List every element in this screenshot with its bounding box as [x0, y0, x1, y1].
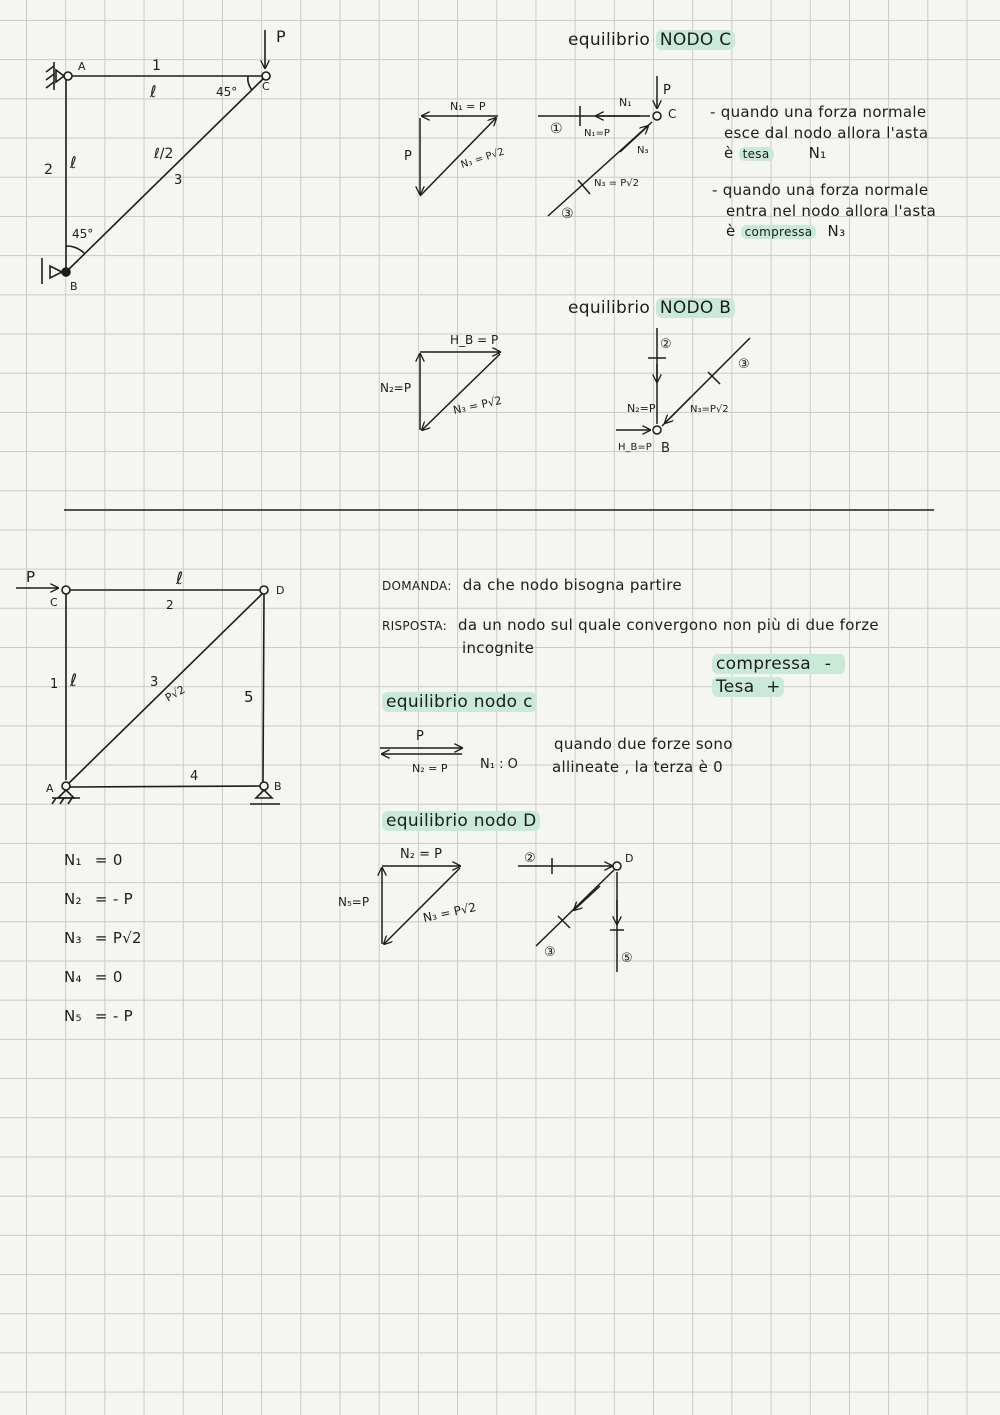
question-text: da che nodo bisogna partire [462, 576, 682, 594]
fbd-c-n3-eq: N₃ = P√2 [594, 178, 639, 189]
truss2-hinge-b [260, 782, 268, 790]
fbd-c-bar3-label: ③ [561, 206, 574, 222]
truss2-hinge-a [62, 782, 70, 790]
truss1-bar-3 [66, 78, 264, 272]
fbd-d-bar3 [536, 870, 614, 946]
note-compressa-symbol: N₃ [827, 222, 846, 240]
node-b-free-body [616, 328, 750, 434]
result-row [64, 928, 142, 948]
node-d-title-text: equilibrio nodo D [382, 811, 540, 831]
node-d-title [382, 811, 540, 831]
fbd-c-p-label: P [663, 83, 671, 98]
truss2-bar-5 [263, 594, 264, 782]
fbd-c-bar1-label: ① [550, 121, 563, 137]
legend-tesa [712, 677, 781, 697]
node-c2-n2-label: N₂ = P [412, 762, 448, 775]
truss1-bar2-id: 2 [44, 162, 53, 178]
truss2-hinge-d [260, 586, 268, 594]
truss1-bar3-id: 3 [174, 173, 183, 188]
truss1-node-b-label: B [70, 280, 78, 293]
node-c2-title-text: equilibrio nodo c [382, 692, 537, 712]
node-c-title-prefix: equilibrio [568, 30, 651, 50]
poly-b-n2-label: N₂=P [380, 381, 412, 395]
truss2-bar-3 [68, 594, 262, 784]
note-compressa-highlight: compressa [741, 225, 817, 239]
legend-compressa-sign: - [824, 654, 832, 674]
fbd-d-n3-arrow [574, 886, 600, 910]
truss2-support-a [58, 790, 74, 798]
results-list [64, 850, 142, 1045]
hatch-line [46, 74, 54, 80]
truss2-bar2-id: 2 [166, 598, 174, 612]
hatch-line [46, 82, 54, 88]
node-c2-n1-label: N₁ : O [480, 757, 518, 772]
question-label: DOMANDA: [382, 579, 452, 593]
result-label: N₂ [64, 890, 82, 908]
result-label: N₄ [64, 968, 82, 986]
node-c-title-highlight: NODO C [656, 30, 736, 50]
answer-line [382, 615, 879, 636]
result-value: = 0 [94, 851, 123, 869]
result-value: = - P [94, 1007, 133, 1025]
poly-b-n3-arrow [422, 354, 500, 430]
node-c-title [568, 30, 735, 50]
note-compressa-prefix: è [726, 222, 736, 240]
truss2-bar3-label: P√2 [163, 683, 188, 705]
truss2-load-label: P [26, 568, 36, 586]
fbd-b-bar2-label: ② [660, 337, 672, 352]
fbd-b-node-label: B [661, 441, 670, 456]
result-label: N₃ [64, 929, 82, 947]
poly-c-n3-label: N₃ = P√2 [459, 146, 506, 171]
truss1-bar1-length: ℓ [150, 82, 157, 101]
hatch-line [68, 798, 72, 804]
truss1-load-label: P [276, 27, 286, 46]
node-c2-forces [380, 748, 462, 754]
fbd-b-node [653, 426, 661, 434]
result-value: = P√2 [94, 929, 142, 947]
truss2-node-d-label: D [276, 584, 285, 597]
result-label: N₅ [64, 1007, 82, 1025]
note-tesa-line1: - quando una forza normale [710, 103, 927, 121]
truss2-bar2-length: ℓ [176, 569, 184, 589]
hatch-line [60, 798, 64, 804]
note-compressa-line2: entra nel nodo allora l'asta [726, 202, 937, 220]
poly-d-n5-label: N₅=P [338, 895, 370, 909]
answer-label: RISPOSTA: [382, 619, 447, 633]
hatch-line [46, 66, 54, 72]
fbd-d-bar3-label: ③ [544, 945, 556, 960]
answer-text-line2: incognite [462, 639, 535, 657]
poly-d-n2-label: N₂ = P [400, 847, 442, 862]
result-value: = 0 [94, 968, 123, 986]
node-b-title-prefix: equilibrio [568, 298, 651, 318]
legend-tesa-label: Tesa [712, 677, 784, 697]
note-tesa-line3 [724, 143, 826, 164]
truss1-angle-c-label: 45° [216, 85, 238, 99]
fbd-b-hb-label: H_B=P [618, 442, 652, 453]
truss2-node-c-label: C [50, 596, 58, 609]
legend-compressa [712, 654, 831, 674]
result-row [64, 850, 142, 870]
fbd-d-bar2-label: ② [524, 851, 536, 866]
truss2-bar1-length: ℓ [70, 671, 78, 691]
note-tesa-line2: esce dal nodo allora l'asta [724, 124, 929, 142]
node-c2-title [382, 692, 537, 712]
truss1-hinge-c [262, 72, 270, 80]
question-line [382, 575, 682, 596]
node-b-title-highlight: NODO B [656, 298, 735, 318]
fbd-b-n3-arrow [665, 398, 690, 423]
truss2-node-b-label: B [274, 780, 282, 793]
node-b-title [568, 298, 735, 318]
fbd-d-bar5-label: ⑤ [621, 951, 633, 966]
fbd-b-bar3-label: ③ [738, 357, 750, 372]
truss2-bar1-id: 1 [50, 677, 59, 692]
fbd-d-node-label: D [625, 852, 634, 865]
truss2-node-a-label: A [46, 782, 54, 795]
fbd-c-node [653, 112, 661, 120]
truss2-bar5-id: 5 [244, 688, 254, 706]
result-row [64, 1006, 142, 1026]
fbd-c-n3-label: N₃ [637, 145, 649, 156]
legend-tesa-sign: + [766, 677, 781, 697]
poly-d-n3-label: N₃ = P√2 [421, 900, 478, 925]
result-row [64, 889, 142, 909]
note-tesa-symbol: N₁ [808, 144, 827, 162]
truss2-support-b [256, 790, 272, 798]
node-c2-p-label: P [416, 729, 424, 744]
truss1-angle-arc-c [248, 76, 252, 90]
fbd-b-n3-label: N₃=P√2 [690, 404, 729, 415]
node-b-force-polygon [420, 352, 500, 430]
truss-2 [16, 586, 280, 804]
result-value: = - P [94, 890, 133, 908]
truss1-angle-b-label: 45° [72, 227, 94, 241]
truss1-node-c-label: C [262, 80, 270, 93]
note-compressa-line1: - quando una forza normale [712, 181, 929, 199]
note-tesa-highlight: tesa [739, 147, 774, 161]
result-label: N₁ [64, 851, 82, 869]
truss1-support-b [50, 266, 62, 278]
poly-c-p-label: P [404, 149, 412, 164]
truss1-bar1-id: 1 [152, 58, 161, 74]
result-row [64, 967, 142, 987]
truss1-support-a [56, 70, 64, 82]
truss2-hinge-c [62, 586, 70, 594]
node-c2-note-line1: quando due forze sono [554, 735, 733, 753]
note-tesa-prefix: è [724, 144, 734, 162]
fbd-c-n1-eq: N₁=P [584, 128, 610, 139]
truss1-angle-arc-b [66, 246, 84, 253]
truss1-bar2-length: ℓ [70, 153, 77, 172]
truss2-bar4-id: 4 [190, 769, 199, 784]
poly-c-n1-label: N₁ = P [450, 100, 486, 113]
answer-text: da un nodo sul quale convergono non più di due forze [458, 616, 879, 634]
fbd-c-node-label: C [668, 107, 677, 121]
fbd-d-node [613, 862, 621, 870]
note-compressa-line3 [726, 221, 845, 242]
truss2-bar3-id: 3 [150, 675, 159, 690]
truss2-bar-4 [70, 786, 260, 787]
legend-compressa-label: compressa [712, 654, 845, 674]
node-d-free-body [518, 858, 624, 972]
poly-b-hb-label: H_B = P [450, 333, 499, 347]
truss1-node-a-label: A [78, 60, 86, 73]
node-c2-note-line2: allineate , la terza è 0 [552, 758, 724, 776]
hatch-line [52, 798, 56, 804]
fbd-b-n2-label: N₂=P [627, 402, 656, 415]
truss1-bar3-length: ℓ/2 [154, 146, 174, 162]
fbd-c-n1-label: N₁ [619, 96, 632, 109]
poly-b-n3-label: N₃ = P√2 [451, 393, 504, 417]
